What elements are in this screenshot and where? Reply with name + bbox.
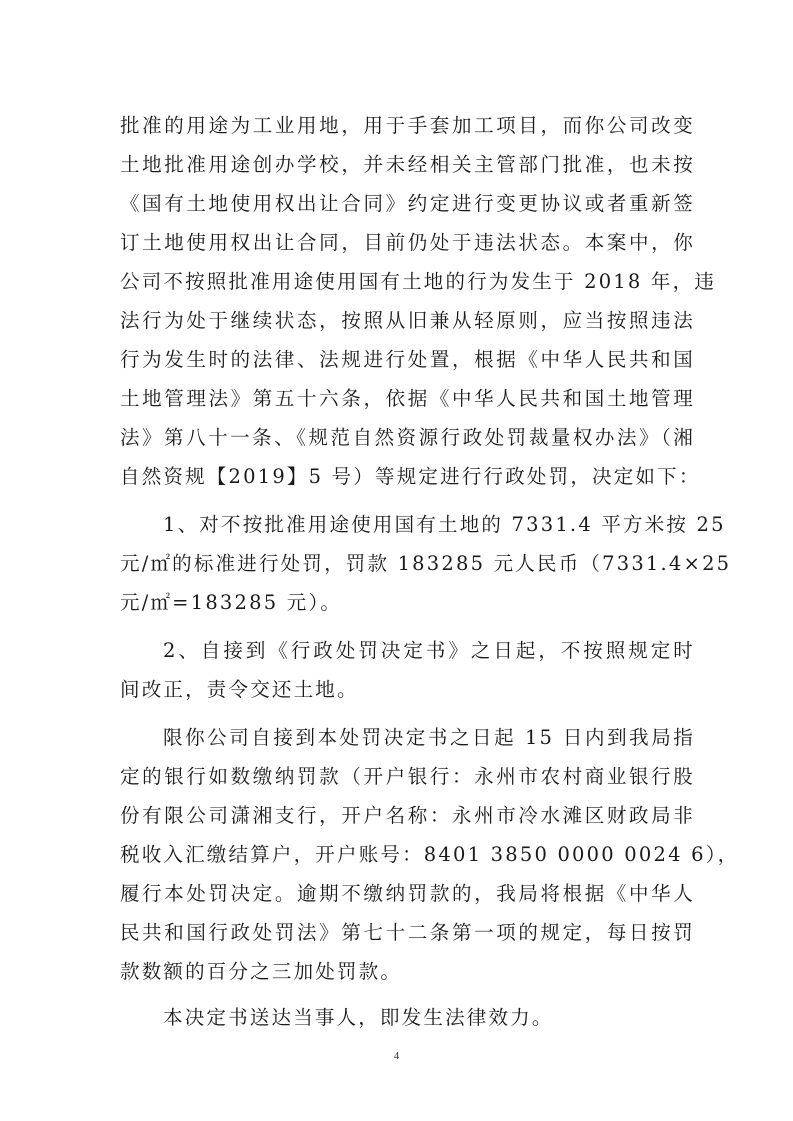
item-2-line-1: 2、自接到《行政处罚决定书》之日起，不按照规定时 bbox=[163, 639, 695, 662]
payment-line-4: 税收入汇缴结算户，开户账号：8401 3850 0000 0024 6）， bbox=[120, 843, 740, 866]
body-line-4: 订土地使用权出让合同，目前仍处于违法状态。本案中，你 bbox=[120, 231, 695, 254]
body-line-6: 法行为处于继续状态，按照从旧兼从轻原则，应当按照违法 bbox=[120, 309, 695, 332]
body-line-8: 土地管理法》第五十六条，依据《中华人民共和国土地管理 bbox=[120, 387, 695, 410]
item-1-line-3: 元/㎡=183285 元）。 bbox=[120, 591, 343, 614]
payment-line-3: 份有限公司潇湘支行，开户名称：永州市冷水滩区财政局非 bbox=[120, 804, 695, 827]
body-line-7: 行为发生时的法律、法规进行处置，根据《中华人民共和国 bbox=[120, 348, 695, 371]
payment-line-6: 民共和国行政处罚法》第七十二条第一项的规定，每日按罚 bbox=[120, 921, 695, 944]
item-1-line-1: 1、对不按批准用途使用国有土地的 7331.4 平方米按 25 bbox=[163, 513, 726, 536]
page-number: 4 bbox=[393, 1050, 400, 1062]
body-line-9: 法》第八十一条、《规范自然资源行政处罚裁量权办法》（湘 bbox=[120, 426, 695, 449]
body-line-10: 自然资规【2019】5 号）等规定进行行政处罚，决定如下： bbox=[120, 465, 701, 488]
body-line-5: 公司不按照批准用途使用国有土地的行为发生于 2018 年，违 bbox=[120, 270, 717, 293]
effect-line: 本决定书送达当事人，即发生法律效力。 bbox=[163, 1006, 554, 1029]
item-2-line-2: 间改正，责令交还土地。 bbox=[120, 678, 359, 701]
payment-line-1: 限你公司自接到本处罚决定书之日起 15 日内到我局指 bbox=[163, 726, 695, 749]
body-line-1: 批准的用途为工业用地，用于手套加工项目，而你公司改变 bbox=[120, 114, 695, 137]
item-1-line-2: 元/㎡的标准进行处罚，罚款 183285 元人民币（7331.4×25 bbox=[120, 552, 732, 575]
payment-line-2: 定的银行如数缴纳罚款（开户银行：永州市农村商业银行股 bbox=[120, 765, 695, 788]
payment-line-7: 款数额的百分之三加处罚款。 bbox=[120, 960, 403, 983]
body-line-3: 《国有土地使用权出让合同》约定进行变更协议或者重新签 bbox=[120, 192, 695, 215]
payment-line-5: 履行本处罚决定。逾期不缴纳罚款的，我局将根据《中华人 bbox=[120, 882, 695, 905]
body-line-2: 土地批准用途创办学校，并未经相关主管部门批准，也未按 bbox=[120, 153, 695, 176]
